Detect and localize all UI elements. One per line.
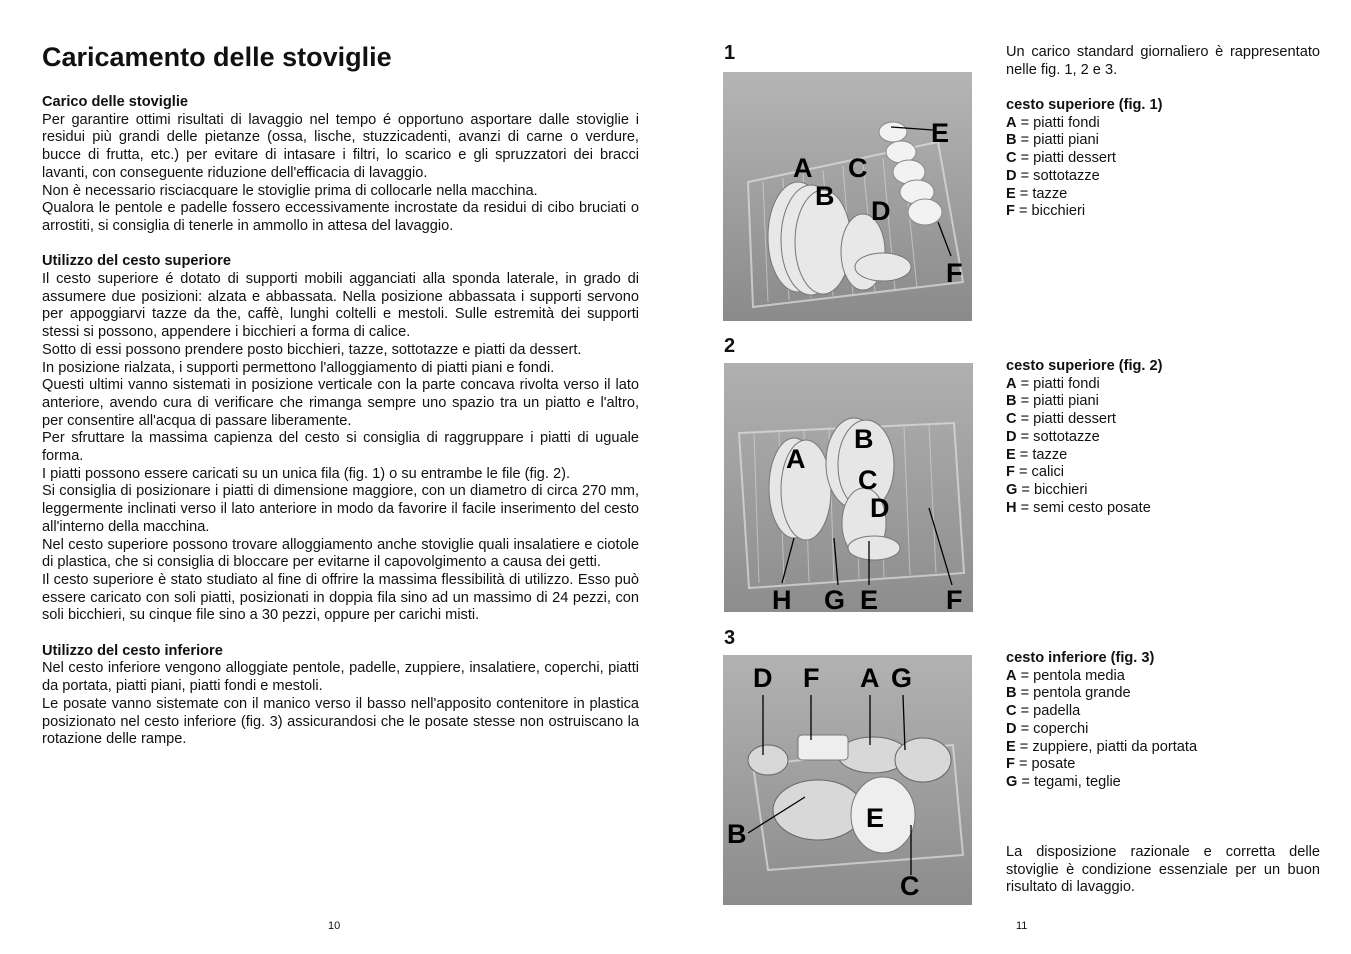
- figure-label: F: [946, 585, 963, 612]
- legend-item: C = piatti dessert: [1006, 411, 1116, 428]
- page-number-right: 11: [1016, 920, 1028, 932]
- body-text: [42, 94, 639, 767]
- figure-2-photo: [724, 363, 973, 612]
- page-title: Caricamento delle stoviglie: [42, 42, 392, 72]
- figure-3-photo: [723, 655, 972, 905]
- legend-item: D = sottotazze: [1006, 167, 1100, 184]
- paragraph: In posizione rialzata, i supporti permettono l'alloggiamento di piatti piani e fondi.: [42, 359, 555, 376]
- figure-label: B: [815, 181, 835, 211]
- paragraph: Il cesto superiore è stato studiato al fine di offrire la massima flessibilità di utilizzo. Esso può essere caricato con soli piatti, posizionati in doppia fila sino ad un massimo di 24 pezzi, con soli bicchieri, su cinque file sino a 30 pezzi, oppure per carichi misti.: [42, 571, 639, 624]
- paragraph: Si consiglia di posizionare i piatti di dimensione maggiore, con un diametro di circa 270 mm, leggermente inclinati verso il lato anteriore in modo da favorire il facile inserimento del cesto all'interno della macchina.: [42, 483, 639, 535]
- legend-fig-1: [1006, 97, 1320, 221]
- legend-item: E = zuppiere, piatti da portata: [1006, 738, 1198, 755]
- legend-item: F = bicchieri: [1006, 203, 1086, 220]
- legend-item: D = coperchi: [1006, 720, 1089, 737]
- figure-label: C: [900, 871, 920, 901]
- legend-item: A = piatti fondi: [1006, 375, 1100, 392]
- paragraph: Sotto di essi possono prendere posto bicchieri, tazze, sottotazze e piatti da dessert.: [42, 341, 582, 358]
- legend-item: C = padella: [1006, 703, 1081, 720]
- legend-item: G = bicchieri: [1006, 481, 1088, 498]
- section-cesto-inferiore: [42, 643, 639, 749]
- section-cesto-superiore: [42, 253, 639, 625]
- figure-1-photo: [723, 72, 972, 321]
- figure-label: F: [803, 663, 820, 693]
- figure-label: G: [891, 663, 913, 693]
- paragraph: Qualora le pentole e padelle fossero eccessivamente incrostate da residui di cibo bruciati o arrostiti, si consiglia di tenerle in ammollo in attesa del lavaggio.: [42, 200, 639, 234]
- figure-label: A: [793, 153, 813, 183]
- figure-number: 3: [724, 627, 736, 649]
- figure-number: 2: [724, 335, 736, 357]
- paragraph: Questi ultimi vanno sistemati in posizione verticale con la parte concava rivolta verso il lato anteriore, avendo cura di verificare che rimanga sempre uno spazio tra un piatto e l'altro, per consentire all'acqua di passare liberamente.: [42, 377, 639, 429]
- page-number-left: 10: [328, 920, 341, 932]
- intro-block: [1006, 44, 1320, 79]
- legend-item: C = piatti dessert: [1006, 150, 1116, 167]
- section-heading: Utilizzo del cesto superiore: [42, 253, 231, 270]
- paragraph: Nel cesto superiore possono trovare alloggiamento anche stoviglie quali insalatiere e ciotole di plastica, che si consiglia di bloccare per evitarne il capovolgimento a causa dei getti.: [42, 536, 639, 571]
- closing-block: [1006, 844, 1320, 897]
- legend-fig-3: [1006, 650, 1320, 792]
- paragraph: Nel cesto inferiore vengono alloggiate pentole, padelle, zuppiere, insalatiere, coperchi, piatti da portata, piatti piani, piatti fondi e mestoli.: [42, 660, 639, 695]
- section-heading: Utilizzo del cesto inferiore: [42, 642, 223, 659]
- legend-item: B = pentola grande: [1006, 685, 1131, 702]
- paragraph: Le posate vanno sistemate con il manico verso il basso nell'apposito contenitore in plastica posizionato nel cesto inferiore (fig. 3) assicurandosi che le posate stesse non ostruiscano la rotazione delle rampe.: [42, 695, 639, 748]
- paragraph: Non è necessario risciacquare le stoviglie prima di collocarle nella macchina.: [42, 182, 538, 199]
- legend-item: E = tazze: [1006, 446, 1068, 463]
- figure-label: E: [866, 803, 885, 833]
- figure-label: B: [854, 424, 874, 454]
- figure-label: H: [772, 585, 792, 612]
- legend-item: B = piatti piani: [1006, 132, 1099, 149]
- legend-fig-2: [1006, 358, 1320, 517]
- legend-item: A = pentola media: [1006, 667, 1125, 684]
- figure-label: D: [871, 196, 891, 226]
- figure-label: B: [727, 819, 747, 849]
- figure-label: A: [786, 444, 806, 474]
- figure-label: F: [946, 258, 963, 288]
- legend-item: F = calici: [1006, 464, 1064, 481]
- figure-label: D: [753, 663, 773, 693]
- legend-item: D = sottotazze: [1006, 428, 1100, 445]
- legend-item: F = posate: [1006, 756, 1076, 773]
- figure-number: 1: [724, 42, 736, 64]
- figure-label: C: [858, 465, 878, 495]
- figure-label: D: [870, 493, 890, 523]
- paragraph: Per sfruttare la massima capienza del cesto si consiglia di raggruppare i piatti di uguale forma.: [42, 430, 639, 465]
- figure-label: G: [824, 585, 846, 612]
- legend-heading: cesto superiore (fig. 1): [1006, 97, 1163, 113]
- legend-item: A = piatti fondi: [1006, 114, 1100, 131]
- legend-heading: cesto superiore (fig. 2): [1006, 358, 1163, 374]
- closing-text: La disposizione razionale e corretta delle stoviglie è condizione essenziale per un buon risultato di lavaggio.: [1006, 844, 1320, 896]
- figure-label: E: [931, 118, 950, 148]
- section-carico: [42, 94, 639, 236]
- legend-item: G = tegami, teglie: [1006, 773, 1121, 790]
- legend-item: E = tazze: [1006, 185, 1068, 202]
- legend-item: H = semi cesto posate: [1006, 499, 1151, 516]
- intro-text: Un carico standard giornaliero è rappresentato nelle fig. 1, 2 e 3.: [1006, 44, 1320, 78]
- legend-item: B = piatti piani: [1006, 393, 1099, 410]
- figure-label: E: [860, 585, 879, 612]
- legend-heading: cesto inferiore (fig. 3): [1006, 650, 1155, 666]
- paragraph: Per garantire ottimi risultati di lavaggio nel tempo é opportuno asportare dalle stoviglie i residui più grandi delle pietanze (ossa, lische, stuzzicadenti, avanzi di carne o verdure, bucce di frutta, etc.) per evitare di intasare i filtri, lo scarico e gli spruzzatori dei bracci lavanti, con conseguente riduzione dell'efficacia di lavaggio.: [42, 111, 639, 181]
- paragraph: I piatti possono essere caricati su un unica fila (fig. 1) o su entrambe le file (fig. 2).: [42, 465, 571, 482]
- figure-label: C: [848, 153, 868, 183]
- figure-label: A: [860, 663, 880, 693]
- section-heading: Carico delle stoviglie: [42, 94, 188, 110]
- paragraph: Il cesto superiore é dotato di supporti mobili agganciati alla sponda laterale, in grado di assumere due posizioni: alzata e abbassata. Nella posizione abbassata i supporti servono per appoggiarvi tazze da the, caffè, lunghi coltelli e mestoli. Sulle estremità dei supporti stessi si possono, appendere i bicchieri a forma di calice.: [42, 271, 639, 341]
